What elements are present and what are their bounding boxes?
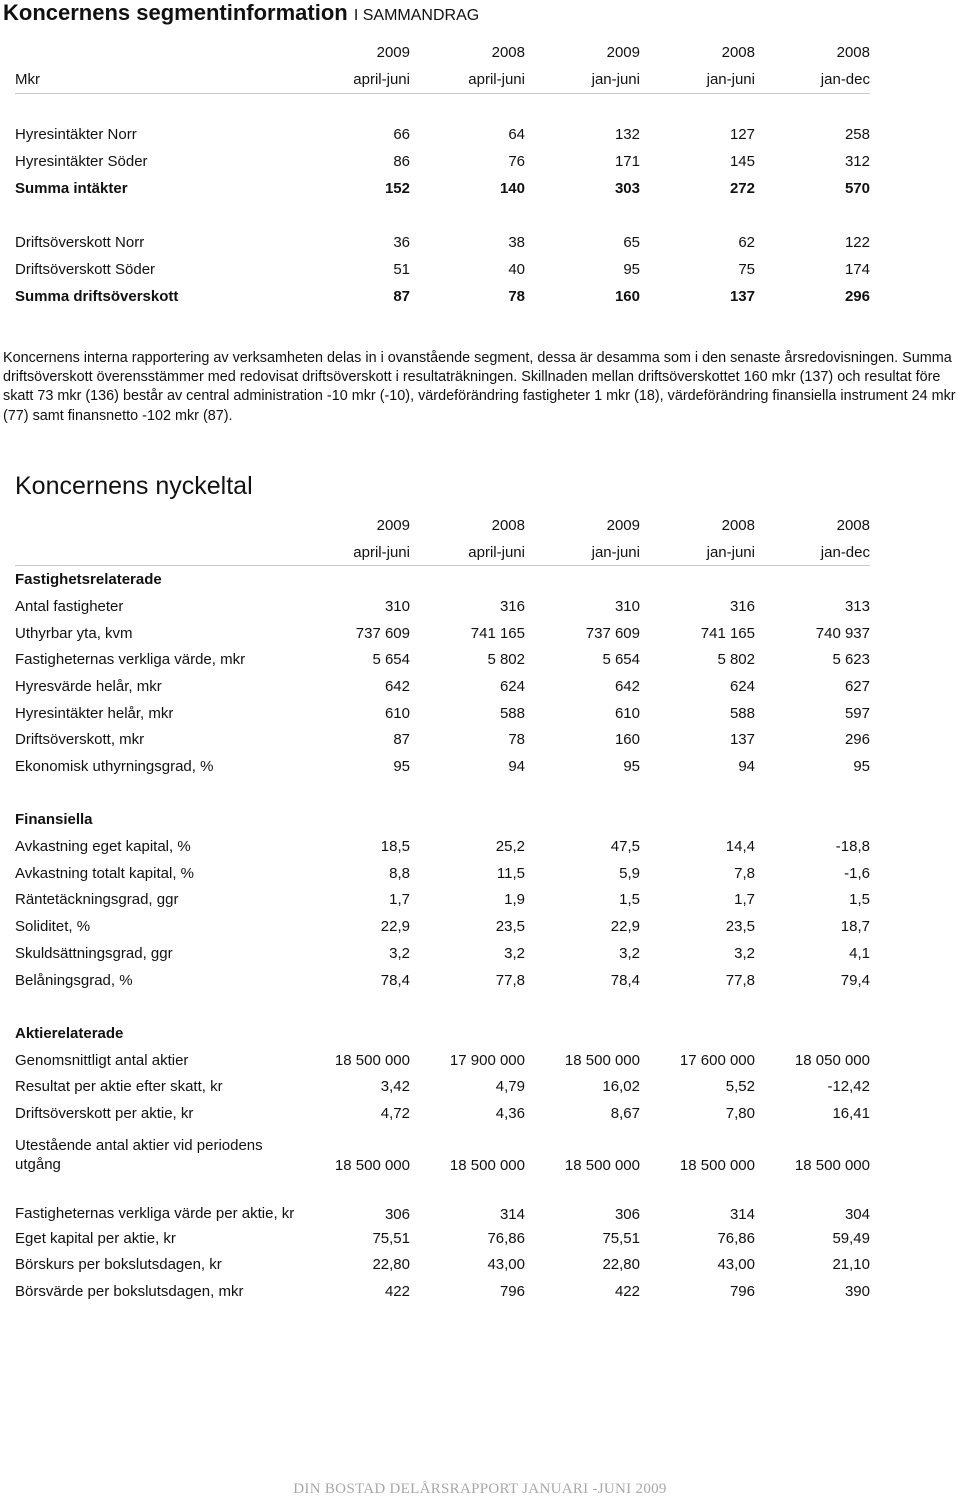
- value-cell: 77,8: [725, 971, 755, 989]
- value-cell: 18,7: [840, 918, 870, 936]
- value-cell: 40: [508, 261, 525, 278]
- year-header: 2008: [721, 516, 755, 534]
- spacer-row: [15, 993, 870, 1020]
- value-cell: 62: [738, 234, 755, 251]
- row-label: Fastigheternas verkliga värde per aktie, kr: [15, 1204, 295, 1222]
- value-cell: [755, 780, 870, 807]
- value-cell: 1,7: [734, 891, 755, 909]
- value-cell: 4,36: [495, 1104, 525, 1122]
- row-label: Uthyrbar yta, kvm: [15, 624, 133, 642]
- value-cell: 796: [729, 1283, 755, 1301]
- value-cell: [525, 566, 640, 593]
- value-cell: 75,51: [602, 1229, 640, 1247]
- value-cell: 95: [623, 758, 640, 776]
- value-cell: 588: [499, 704, 525, 722]
- value-cell: 18 500 000: [334, 1156, 410, 1174]
- value-cell: 160: [614, 731, 640, 749]
- value-cell: 316: [729, 597, 755, 615]
- value-cell: 1,5: [619, 891, 640, 909]
- value-cell: 1,5: [849, 891, 870, 909]
- period-header: april-juni: [295, 539, 410, 566]
- value-cell: 23,5: [725, 918, 755, 936]
- table-row: [15, 940, 870, 967]
- value-cell: 127: [729, 126, 755, 143]
- table-row: [15, 1225, 870, 1252]
- value-cell: 3,2: [619, 944, 640, 962]
- value-cell: 16,41: [832, 1104, 870, 1122]
- value-cell: 796: [499, 1283, 525, 1301]
- row-label: Antal fastigheter: [15, 597, 124, 615]
- sum-row: [15, 175, 870, 202]
- value-cell: [755, 566, 870, 593]
- value-cell: 18,5: [380, 838, 410, 856]
- table-row: [15, 1252, 870, 1279]
- table-row: [15, 887, 870, 914]
- nyckeltal-table: [15, 512, 870, 1305]
- year-header: 2008: [721, 44, 755, 61]
- value-cell: 316: [499, 597, 525, 615]
- section-heading: Finansiella: [15, 811, 93, 829]
- value-cell: 14,4: [725, 838, 755, 856]
- row-label: [15, 512, 295, 539]
- value-cell: 18 500 000: [449, 1156, 525, 1174]
- value-cell: 95: [623, 261, 640, 278]
- row-label: Hyresintäkter Norr: [15, 126, 137, 143]
- spacer-row: [15, 780, 870, 807]
- value-cell: 5 623: [832, 651, 870, 669]
- value-cell: 59,49: [832, 1229, 870, 1247]
- year-header-row: [15, 512, 870, 539]
- value-cell: 77,8: [495, 971, 525, 989]
- period-header-row: [15, 66, 870, 94]
- table-row: [15, 967, 870, 994]
- value-cell: 132: [614, 126, 640, 143]
- value-cell: 5 802: [487, 651, 525, 669]
- value-cell: 310: [384, 597, 410, 615]
- period-header: april-juni: [295, 66, 410, 94]
- value-cell: 51: [393, 261, 410, 278]
- value-cell: 296: [844, 288, 870, 305]
- value-cell: 306: [384, 1205, 410, 1223]
- value-cell: [525, 807, 640, 834]
- row-label: Räntetäckningsgrad, ggr: [15, 891, 179, 909]
- value-cell: 624: [499, 677, 525, 695]
- value-cell: 75: [738, 261, 755, 278]
- value-cell: [525, 1020, 640, 1047]
- value-cell: [640, 1020, 755, 1047]
- table-row: [15, 1127, 870, 1176]
- value-cell: [295, 993, 410, 1020]
- value-cell: 642: [614, 677, 640, 695]
- year-header: 2008: [491, 516, 525, 534]
- value-cell: 66: [393, 126, 410, 143]
- table-row: [15, 1047, 870, 1074]
- value-cell: [410, 780, 525, 807]
- value-cell: 86: [393, 153, 410, 170]
- value-cell: 18 500 000: [679, 1156, 755, 1174]
- value-cell: 3,2: [504, 944, 525, 962]
- value-cell: [640, 780, 755, 807]
- value-cell: 5 654: [372, 651, 410, 669]
- value-cell: 4,72: [380, 1104, 410, 1122]
- value-cell: 43,00: [487, 1256, 525, 1274]
- value-cell: 140: [499, 180, 525, 197]
- value-cell: 8,67: [610, 1104, 640, 1122]
- year-header-row: [15, 39, 870, 66]
- value-cell: 122: [844, 234, 870, 251]
- value-cell: 3,2: [389, 944, 410, 962]
- table-row: [15, 727, 870, 754]
- value-cell: 87: [393, 731, 410, 749]
- section-heading-row: [15, 1020, 870, 1047]
- spacer-row: [15, 202, 870, 229]
- row-label: Utestående antal aktier vid periodens utgång: [15, 1136, 263, 1173]
- table-row: [15, 833, 870, 860]
- value-cell: 312: [844, 153, 870, 170]
- row-label: Driftsöverskott Norr: [15, 234, 145, 251]
- sum-row: [15, 283, 870, 310]
- value-cell: [525, 780, 640, 807]
- table-row: [15, 121, 870, 148]
- value-cell: [640, 807, 755, 834]
- section-heading-row: [15, 566, 870, 593]
- value-cell: 3,2: [734, 944, 755, 962]
- table-row: [15, 1176, 870, 1225]
- value-cell: 390: [844, 1283, 870, 1301]
- segment-note: Koncernens interna rapportering av verksamheten delas in i ovanstående segment, dessa är desamma som i den senaste årsredovisningen. Summa driftsöverskott överensstämmer med redovisat driftsöverskott i resultaträkningen. Skillnaden mellan driftsöverskottet 160 mkr (137) och resultat före skatt 73 mkr (136) består av central administration -10 mkr (-10), värdeförändring fastigheter 1 mkr (18), värdeförändring finansiella instrument 24 mkr (77) samt finansnetto -102 mkr (87).: [3, 350, 956, 424]
- value-cell: 313: [844, 597, 870, 615]
- value-cell: [295, 1020, 410, 1047]
- row-label: Resultat per aktie efter skatt, kr: [15, 1078, 223, 1096]
- value-cell: 79,4: [840, 971, 870, 989]
- page-footer: DIN BOSTAD DELÅRSRAPPORT JANUARI -JUNI 2009: [293, 1481, 667, 1497]
- value-cell: 5 654: [602, 651, 640, 669]
- row-label: Driftsöverskott Söder: [15, 261, 156, 278]
- value-cell: 47,5: [610, 838, 640, 856]
- value-cell: 422: [614, 1283, 640, 1301]
- value-cell: 306: [614, 1205, 640, 1223]
- table-row: [15, 913, 870, 940]
- table-row: [15, 646, 870, 673]
- value-cell: 1,9: [504, 891, 525, 909]
- value-cell: 87: [393, 288, 410, 305]
- value-cell: [410, 94, 525, 122]
- value-cell: 314: [499, 1205, 525, 1223]
- value-cell: 5,9: [619, 864, 640, 882]
- value-cell: 65: [623, 234, 640, 251]
- row-label: [15, 993, 295, 1020]
- row-label: Börsvärde per bokslutsdagen, mkr: [15, 1283, 244, 1301]
- value-cell: 174: [844, 261, 870, 278]
- value-cell: 597: [844, 704, 870, 722]
- value-cell: [295, 566, 410, 593]
- value-cell: [295, 94, 410, 122]
- value-cell: [525, 993, 640, 1020]
- table-row: [15, 256, 870, 283]
- period-header: jan-dec: [755, 539, 870, 566]
- value-cell: [295, 807, 410, 834]
- table-row: [15, 593, 870, 620]
- value-cell: 95: [853, 758, 870, 776]
- value-cell: 7,8: [734, 864, 755, 882]
- segment-table: [15, 39, 870, 310]
- value-cell: 610: [614, 704, 640, 722]
- year-header: 2009: [606, 516, 640, 534]
- value-cell: 64: [508, 126, 525, 143]
- value-cell: 171: [614, 153, 640, 170]
- table-row: [15, 1278, 870, 1305]
- table-row: [15, 1073, 870, 1100]
- period-header: jan-juni: [525, 66, 640, 94]
- row-label: Hyresvärde helår, mkr: [15, 677, 162, 695]
- value-cell: 17 600 000: [679, 1051, 755, 1069]
- value-cell: 272: [729, 180, 755, 197]
- value-cell: 310: [614, 597, 640, 615]
- value-cell: [410, 202, 525, 229]
- period-header: jan-dec: [755, 66, 870, 94]
- row-label: Soliditet, %: [15, 918, 91, 936]
- row-label: Hyresintäkter helår, mkr: [15, 704, 174, 722]
- nyckeltal-title: Koncernens nyckeltal: [15, 472, 253, 500]
- value-cell: 588: [729, 704, 755, 722]
- table-row: [15, 673, 870, 700]
- value-cell: 75,51: [372, 1229, 410, 1247]
- value-cell: 76,86: [717, 1229, 755, 1247]
- value-cell: 303: [614, 180, 640, 197]
- value-cell: 3,42: [380, 1078, 410, 1096]
- table-row: [15, 620, 870, 647]
- unit-label: Mkr: [15, 66, 295, 94]
- row-label: Börskurs per bokslutsdagen, kr: [15, 1256, 222, 1274]
- value-cell: [755, 807, 870, 834]
- value-cell: 25,2: [495, 838, 525, 856]
- value-cell: [295, 780, 410, 807]
- row-label: [15, 94, 295, 122]
- year-header: 2009: [606, 44, 640, 61]
- value-cell: 78,4: [610, 971, 640, 989]
- row-label: [15, 39, 295, 66]
- row-label: Fastigheternas verkliga värde, mkr: [15, 651, 246, 669]
- value-cell: 23,5: [495, 918, 525, 936]
- row-label: Summa intäkter: [15, 180, 128, 197]
- value-cell: 21,10: [832, 1256, 870, 1274]
- value-cell: [525, 202, 640, 229]
- value-cell: 76: [508, 153, 525, 170]
- value-cell: 18 500 000: [564, 1051, 640, 1069]
- value-cell: 422: [384, 1283, 410, 1301]
- nyckeltal-table-body: [15, 512, 870, 1305]
- value-cell: 22,80: [602, 1256, 640, 1274]
- year-header: 2008: [491, 44, 525, 61]
- row-label: [15, 539, 295, 566]
- row-label: Skuldsättningsgrad, ggr: [15, 944, 173, 962]
- value-cell: 296: [844, 731, 870, 749]
- value-cell: 152: [384, 180, 410, 197]
- row-label: Driftsöverskott per aktie, kr: [15, 1104, 194, 1122]
- value-cell: [755, 202, 870, 229]
- value-cell: [410, 807, 525, 834]
- section-heading-row: [15, 807, 870, 834]
- value-cell: -12,42: [827, 1078, 870, 1096]
- table-row: [15, 148, 870, 175]
- period-header: jan-juni: [640, 66, 755, 94]
- value-cell: 1,7: [389, 891, 410, 909]
- value-cell: 18 500 000: [794, 1156, 870, 1174]
- row-label: Driftsöverskott, mkr: [15, 731, 145, 749]
- value-cell: 94: [508, 758, 525, 776]
- value-cell: 737 609: [355, 624, 410, 642]
- section-heading: Aktierelaterade: [15, 1024, 124, 1042]
- value-cell: 5 802: [717, 651, 755, 669]
- segment-title-main: Koncernens segmentinformation: [3, 0, 348, 25]
- value-cell: 4,79: [495, 1078, 525, 1096]
- value-cell: 627: [844, 677, 870, 695]
- value-cell: 7,80: [725, 1104, 755, 1122]
- value-cell: 22,9: [610, 918, 640, 936]
- value-cell: 18 500 000: [564, 1156, 640, 1174]
- row-label: Ekonomisk uthyrningsgrad, %: [15, 758, 214, 776]
- value-cell: 741 165: [470, 624, 525, 642]
- value-cell: [640, 94, 755, 122]
- row-label: [15, 780, 295, 807]
- value-cell: 740 937: [815, 624, 870, 642]
- value-cell: [755, 94, 870, 122]
- value-cell: 137: [729, 288, 755, 305]
- value-cell: [410, 566, 525, 593]
- row-label: Genomsnittligt antal aktier: [15, 1051, 189, 1069]
- value-cell: 17 900 000: [449, 1051, 525, 1069]
- year-header: 2008: [836, 44, 870, 61]
- value-cell: 741 165: [700, 624, 755, 642]
- value-cell: 11,5: [496, 864, 525, 882]
- year-header: 2009: [376, 44, 410, 61]
- value-cell: 94: [738, 758, 755, 776]
- value-cell: 8,8: [389, 864, 410, 882]
- value-cell: 258: [844, 126, 870, 143]
- spacer-row: [15, 94, 870, 122]
- value-cell: 642: [384, 677, 410, 695]
- value-cell: 570: [844, 180, 870, 197]
- row-label: Avkastning eget kapital, %: [15, 838, 191, 856]
- value-cell: 18 500 000: [334, 1051, 410, 1069]
- value-cell: 304: [844, 1205, 870, 1223]
- table-row: [15, 1100, 870, 1127]
- row-label: Avkastning totalt kapital, %: [15, 864, 194, 882]
- row-label: Hyresintäkter Söder: [15, 153, 148, 170]
- value-cell: 5,52: [725, 1078, 755, 1096]
- value-cell: 43,00: [717, 1256, 755, 1274]
- value-cell: [640, 993, 755, 1020]
- value-cell: [755, 1020, 870, 1047]
- value-cell: 78: [508, 288, 525, 305]
- value-cell: 624: [729, 677, 755, 695]
- value-cell: [640, 566, 755, 593]
- segment-title: [3, 0, 479, 26]
- value-cell: [755, 993, 870, 1020]
- value-cell: 737 609: [585, 624, 640, 642]
- table-row: [15, 700, 870, 727]
- period-header: jan-juni: [640, 539, 755, 566]
- value-cell: 95: [393, 758, 410, 776]
- period-header: april-juni: [410, 539, 525, 566]
- value-cell: 18 050 000: [794, 1051, 870, 1069]
- value-cell: 145: [729, 153, 755, 170]
- year-header: 2008: [836, 516, 870, 534]
- year-header: 2009: [376, 516, 410, 534]
- value-cell: 4,1: [849, 944, 870, 962]
- value-cell: 78,4: [380, 971, 410, 989]
- table-row: [15, 229, 870, 256]
- row-label: Eget kapital per aktie, kr: [15, 1229, 176, 1247]
- value-cell: [295, 202, 410, 229]
- period-header: jan-juni: [525, 539, 640, 566]
- value-cell: [410, 993, 525, 1020]
- table-row: [15, 753, 870, 780]
- segment-subtitle: I SAMMANDRAG: [353, 7, 480, 24]
- value-cell: 610: [384, 704, 410, 722]
- value-cell: 22,9: [380, 918, 410, 936]
- row-label: [15, 202, 295, 229]
- value-cell: [640, 202, 755, 229]
- table-row: [15, 860, 870, 887]
- value-cell: 78: [508, 731, 525, 749]
- row-label: Belåningsgrad, %: [15, 971, 133, 989]
- value-cell: [410, 1020, 525, 1047]
- value-cell: 22,80: [372, 1256, 410, 1274]
- period-header-row: [15, 539, 870, 566]
- value-cell: 16,02: [602, 1078, 640, 1096]
- value-cell: [525, 94, 640, 122]
- value-cell: 137: [729, 731, 755, 749]
- value-cell: 38: [508, 234, 525, 251]
- value-cell: 314: [729, 1205, 755, 1223]
- section-heading: Fastighetsrelaterade: [15, 571, 162, 589]
- segment-table-body: [15, 39, 870, 310]
- row-label: Summa driftsöverskott: [15, 288, 179, 305]
- value-cell: 160: [614, 288, 640, 305]
- value-cell: -18,8: [835, 838, 870, 856]
- value-cell: 36: [393, 234, 410, 251]
- period-header: april-juni: [410, 66, 525, 94]
- value-cell: 76,86: [487, 1229, 525, 1247]
- value-cell: -1,6: [844, 864, 870, 882]
